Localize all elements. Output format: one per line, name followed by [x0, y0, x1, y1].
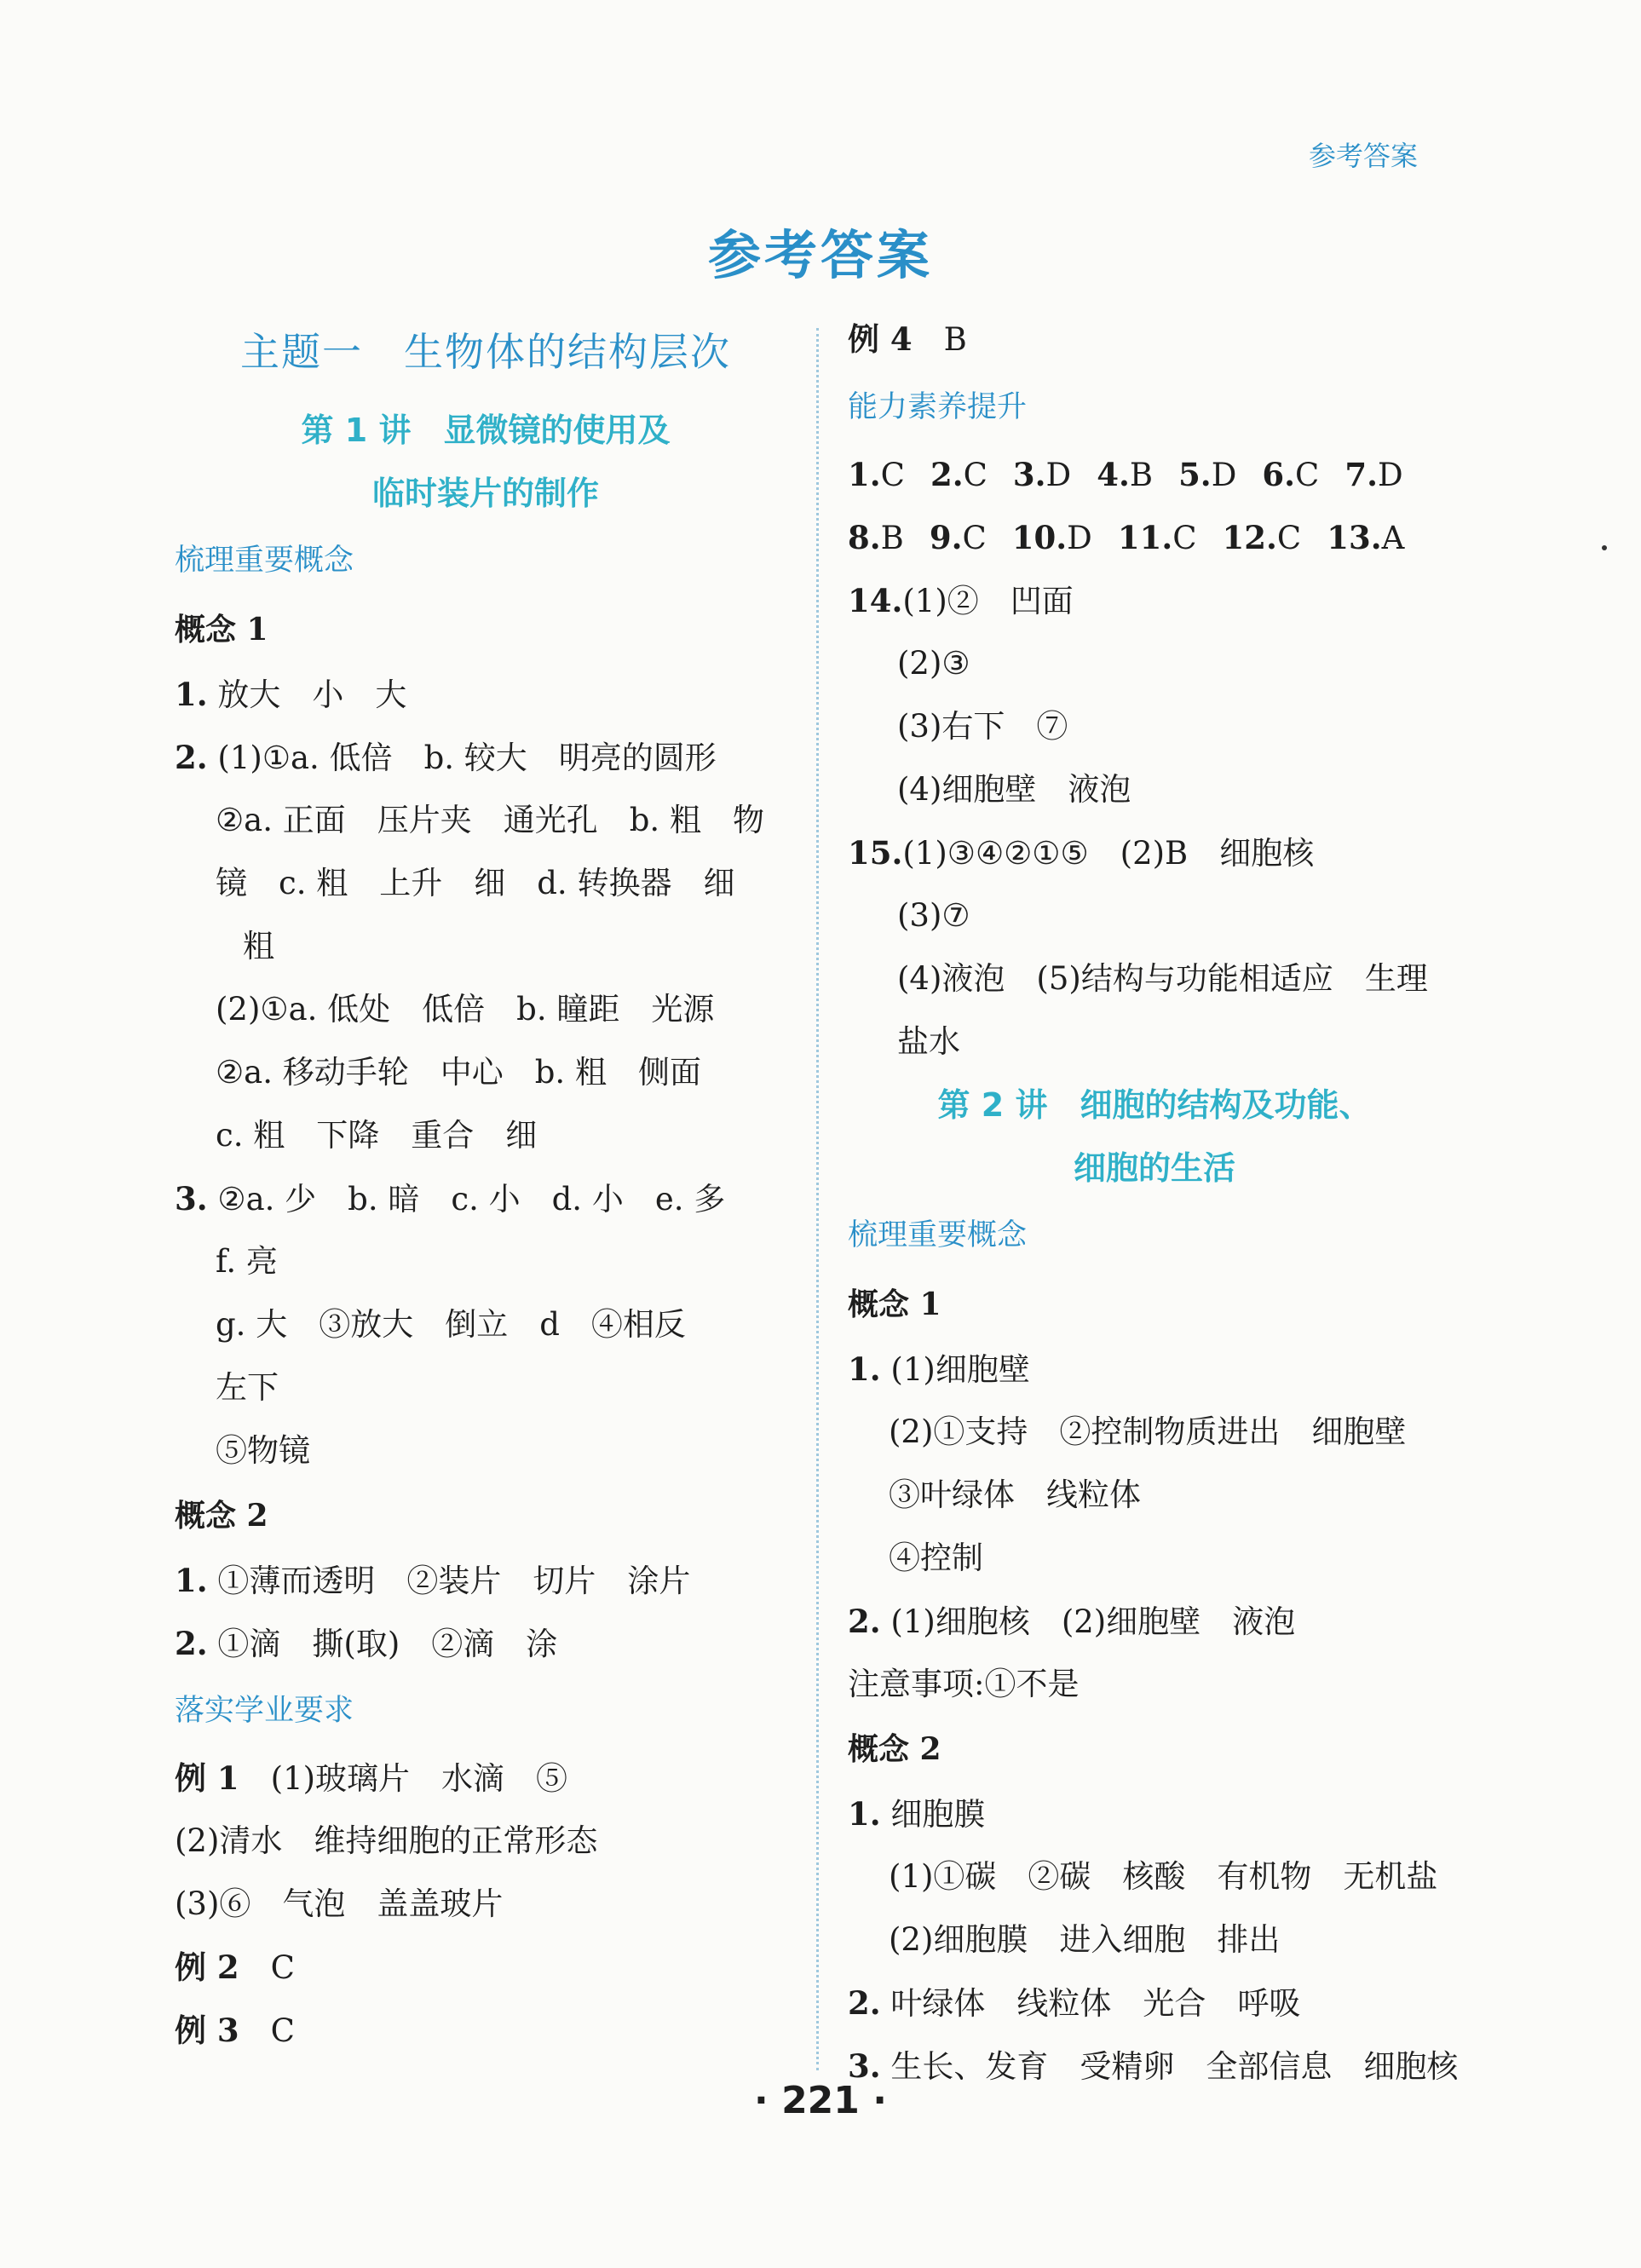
choice-letter: D [1045, 457, 1072, 493]
answer-line: 2. 叶绿体 线粒体 光合 呼吸 [848, 1984, 1301, 2022]
answer-line: (3)⑥ 气泡 盖盖玻片 [175, 1885, 504, 1922]
concept-heading: 概念 1 [175, 612, 268, 648]
item-number: 3. [175, 1180, 208, 1217]
right-column [848, 320, 1461, 2098]
item-number: 1. [175, 1562, 208, 1599]
item-number: 15. [848, 834, 903, 872]
choice-letter: D [1377, 457, 1403, 493]
answer-line: ③叶绿体 线粒体 [889, 1477, 1141, 1513]
item-number: 3. [1012, 456, 1046, 493]
choice-letter: C [1295, 457, 1320, 493]
section-heading: 落实学业要求 [175, 1694, 354, 1728]
item-number: 11. [1117, 519, 1173, 556]
choice-letter: A [1381, 520, 1405, 556]
item-number: 14. [848, 582, 903, 619]
item-number: 1. [848, 456, 881, 493]
choice-answer [1223, 520, 1302, 556]
topic-heading: 主题一 生物体的结构层次 [240, 329, 731, 375]
choice-answer [1097, 457, 1153, 493]
example-label: 例 3 [175, 2012, 239, 2049]
item-number: 9. [929, 519, 963, 556]
column-divider [816, 328, 819, 2070]
choice-letter: B [1129, 457, 1154, 493]
item-number: 10. [1011, 519, 1068, 556]
item-number: 2. [175, 739, 208, 776]
choice-answer [1344, 457, 1402, 493]
choice-answer [930, 457, 987, 493]
item-number: 6. [1262, 456, 1296, 493]
choice-answer [1327, 520, 1404, 556]
choice-letter: B [880, 520, 904, 556]
choice-answer [930, 520, 987, 556]
answer-line: ②a. 正面 压片夹 通光孔 b. 粗 物 [216, 802, 764, 838]
answer-line: (2)①支持 ②控制物质进出 细胞壁 [889, 1413, 1407, 1450]
answer-line: (4)细胞壁 液泡 [897, 771, 1131, 808]
choice-answer [848, 457, 905, 493]
answer-line: 左下 [216, 1369, 279, 1406]
answer-row [848, 506, 1461, 569]
running-header: 参考答案 [1308, 140, 1418, 172]
choice-answer [1012, 520, 1092, 556]
answer-line: ⑤物镜 [216, 1432, 310, 1469]
item-number: 1. [848, 1350, 881, 1388]
section-heading: 能力素养提升 [848, 390, 1028, 424]
answer-line: (1)①碳 ②碳 核酸 有机物 无机盐 [889, 1858, 1438, 1895]
choice-letter: D [1211, 457, 1237, 493]
choice-letter: C [880, 457, 905, 493]
page-title: 参考答案 [707, 224, 933, 286]
choice-answer [1118, 520, 1197, 556]
choice-answer [1013, 457, 1071, 493]
answer-line: 1. 放大 小 大 [175, 676, 407, 713]
note-line: 注意事项:①不是 [848, 1666, 1080, 1702]
margin-dot [1602, 545, 1607, 550]
item-number: 13. [1327, 519, 1382, 556]
answer-line: 1. (1)细胞壁 [848, 1350, 1030, 1388]
choice-answer [1262, 457, 1319, 493]
lecture-heading-line1: 第 1 讲 显微镜的使用及 [301, 412, 671, 449]
concept-heading: 概念 2 [848, 1731, 941, 1767]
item-number: 2. [848, 1603, 881, 1640]
answer-line: (2)细胞膜 进入细胞 排出 [889, 1921, 1281, 1958]
answer-line: 3. 生长、发育 受精卵 全部信息 细胞核 [848, 2047, 1459, 2085]
answer-line: g. 大 ③放大 倒立 d ④相反 [216, 1306, 686, 1343]
example-line: 例 2 C [175, 1949, 295, 1986]
answer-line: (2)①a. 低处 低倍 b. 瞳距 光源 [216, 991, 715, 1028]
item-number: 1. [175, 676, 208, 713]
answer-line: c. 粗 下降 重合 细 [216, 1117, 538, 1154]
choice-letter: C [1276, 520, 1302, 556]
answer-line: 14.(1)② 凹面 [848, 582, 1074, 619]
answer-line: (3)右下 ⑦ [897, 708, 1068, 745]
answer-line: (4)液泡 (5)结构与功能相适应 生理 [897, 960, 1428, 997]
answer-row [848, 443, 1461, 506]
page-number: · 221 · [754, 2079, 887, 2122]
answer-line: 1. 细胞膜 [848, 1795, 986, 1833]
item-number: 3. [848, 2047, 881, 2085]
item-number: 5. [1178, 456, 1212, 493]
lecture-heading-line1: 第 2 讲 细胞的结构及功能、 [937, 1086, 1372, 1124]
answer-line: 3. ②a. 少 b. 暗 c. 小 d. 小 e. 多 [175, 1180, 726, 1217]
section-heading: 梳理重要概念 [848, 1218, 1028, 1252]
answer-line: 15.(1)③④②①⑤ (2)B 细胞核 [848, 834, 1315, 872]
choice-letter: C [962, 520, 987, 556]
lecture-heading-line2: 临时装片的制作 [371, 475, 599, 512]
answer-line: (2)③ [897, 645, 970, 682]
answer-line: 1. ①薄而透明 ②装片 切片 涂片 [175, 1562, 691, 1599]
concept-heading: 概念 1 [848, 1287, 941, 1322]
item-number: 2. [930, 456, 964, 493]
answer-line: (3)⑦ [897, 897, 970, 934]
lecture-heading-line2: 细胞的生活 [1073, 1149, 1235, 1187]
item-number: 2. [175, 1625, 208, 1662]
choice-answer [1178, 457, 1236, 493]
item-number: 1. [848, 1795, 881, 1833]
item-number: 4. [1097, 456, 1130, 493]
example-line: 例 4 B [848, 320, 967, 358]
choice-letter: D [1067, 520, 1092, 556]
left-column [175, 324, 797, 2062]
answer-line: f. 亮 [216, 1243, 278, 1280]
answer-line: 2. (1)细胞核 (2)细胞壁 液泡 [848, 1603, 1296, 1640]
example-line: 例 1 (1)玻璃片 水滴 ⑤ [175, 1759, 568, 1797]
answer-line: 2. (1)①a. 低倍 b. 较大 明亮的圆形 [175, 739, 717, 776]
section-heading: 梳理重要概念 [175, 544, 354, 578]
example-label: 例 2 [175, 1949, 239, 1986]
answer-line: 镜 c. 粗 上升 细 d. 转换器 细 [216, 865, 735, 901]
answer-line: 盐水 [897, 1023, 960, 1060]
choice-answer [848, 520, 904, 556]
example-line: 例 3 C [175, 2012, 295, 2049]
choice-letter: C [963, 457, 987, 493]
item-number: 12. [1222, 519, 1277, 556]
answer-line: ②a. 移动手轮 中心 b. 粗 侧面 [216, 1054, 701, 1091]
answer-line: 2. ①滴 撕(取) ②滴 涂 [175, 1625, 558, 1662]
item-number: 7. [1344, 456, 1378, 493]
item-number: 8. [848, 519, 881, 556]
example-label: 例 4 [848, 320, 913, 358]
answer-line: ④控制 [889, 1540, 983, 1576]
item-number: 2. [848, 1984, 881, 2022]
example-label: 例 1 [175, 1759, 239, 1797]
choice-letter: C [1172, 520, 1197, 556]
concept-heading: 概念 2 [175, 1498, 268, 1534]
answer-line: (2)清水 维持细胞的正常形态 [175, 1822, 598, 1859]
answer-line: 粗 [243, 928, 274, 964]
